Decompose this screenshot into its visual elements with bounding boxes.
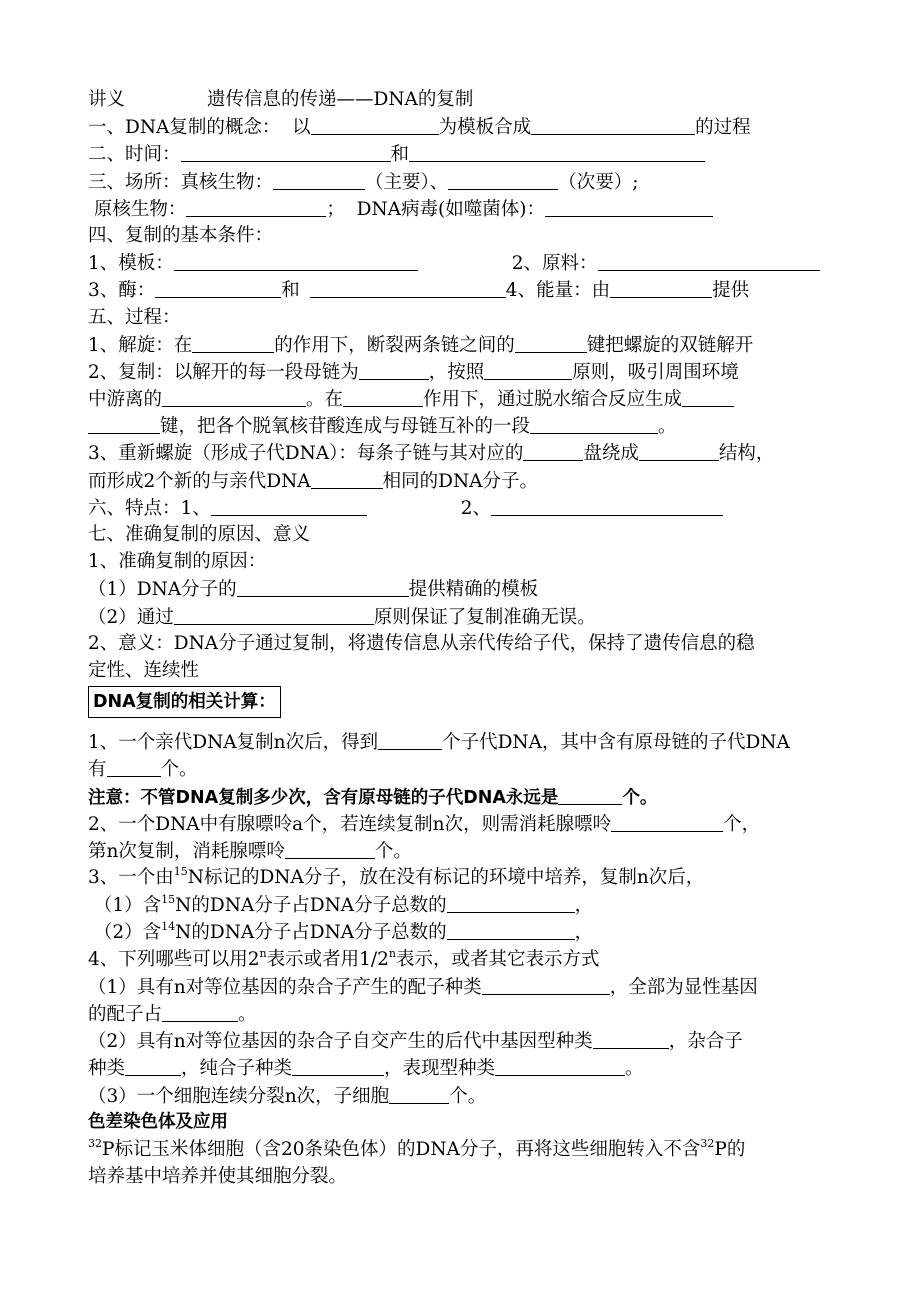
text: 为模板合成: [438, 117, 532, 139]
blank[interactable]: [491, 494, 723, 516]
blank[interactable]: [211, 494, 367, 516]
text: （1）具有n对等位基因的杂合子产生的配子种类: [88, 976, 482, 998]
blank[interactable]: [311, 113, 439, 135]
text: 1、一个亲代DNA复制n次后，得到: [88, 732, 379, 754]
text: ； DNA病毒(如噬菌体)：: [326, 198, 545, 220]
calc-heading-row: [88, 686, 848, 722]
text: 作用下，通过脱水缩合反应生成: [423, 389, 683, 411]
calc-q2: [88, 810, 848, 837]
s1-line: [88, 113, 848, 140]
s5-p2-cont: [88, 385, 848, 412]
text: 个。: [449, 1085, 487, 1107]
s7-meaning-cont: 定性、连续性: [88, 659, 200, 681]
text: 2、复制：以解开的每一段母链为: [88, 361, 359, 383]
calc-q1-cont: [88, 755, 848, 782]
blank[interactable]: [495, 1054, 625, 1076]
calc-q4-3: [88, 1082, 848, 1109]
blank[interactable]: [482, 973, 610, 995]
blank[interactable]: [162, 1000, 238, 1022]
text: 1、模板：: [88, 253, 174, 275]
s7-title: 七、准确复制的原因、意义: [88, 524, 311, 545]
text: 个子代DNA，其中含有原母链的子代DNA: [442, 732, 790, 754]
blank[interactable]: [484, 358, 572, 380]
text: 三、场所：真核生物：: [88, 171, 274, 193]
blank[interactable]: [593, 1027, 669, 1049]
text: ，按照: [428, 361, 485, 383]
s5-p2-cont2: [88, 412, 848, 439]
text: 个。: [160, 759, 198, 781]
text: 键，把各个脱氧核苷酸连成与母链互补的一段: [160, 416, 531, 438]
text: 。: [658, 416, 677, 438]
s4-title: 四、复制的基本条件：: [88, 224, 274, 246]
worksheet: [88, 86, 848, 1190]
page-title: 遗传信息的传递——DNA的复制: [207, 89, 474, 110]
blank[interactable]: [162, 385, 306, 407]
calc-q4: [88, 946, 848, 973]
s5-title: 五、过程：: [88, 306, 181, 328]
calc-q4-1-cont: [88, 1000, 848, 1027]
s6-line: [88, 494, 848, 521]
blank[interactable]: [531, 113, 695, 135]
blank[interactable]: [523, 439, 583, 461]
superscript: 15: [173, 865, 188, 879]
calc-q1: [88, 728, 848, 755]
calc-q4-2-cont: [88, 1054, 848, 1081]
text: （主要）、: [365, 171, 449, 193]
text: ，: [574, 922, 594, 944]
text: 2、: [460, 497, 492, 519]
s4-line2: [88, 276, 848, 303]
text: 的作用下，断裂两条链之间的: [274, 334, 515, 356]
text: 个。: [622, 787, 658, 808]
text: （2）通过: [88, 606, 174, 628]
text: 。: [625, 1058, 644, 1080]
blank[interactable]: [515, 331, 587, 353]
superscript: 32: [700, 1136, 715, 1150]
text: 二、时间：: [88, 144, 181, 166]
blank[interactable]: [88, 412, 160, 434]
blank[interactable]: [285, 837, 375, 859]
text: （3）一个细胞连续分裂n次，子细胞: [88, 1085, 390, 1107]
text: 中游离的: [88, 389, 163, 411]
text: 的过程: [695, 117, 751, 139]
text: （2）含: [93, 922, 162, 944]
blank[interactable]: [174, 603, 374, 625]
text: ，全部为显性基因: [609, 976, 758, 998]
text: （1）DNA分子的: [88, 579, 237, 601]
blank[interactable]: [155, 276, 281, 298]
last-text: [88, 1136, 848, 1163]
text: 个，: [723, 813, 761, 835]
s5-p2: [88, 358, 848, 385]
text: 3、一个由: [88, 867, 174, 889]
blank[interactable]: [273, 168, 365, 190]
blank[interactable]: [610, 276, 712, 298]
text: （2）具有n对等位基因的杂合子自交产生的后代中基因型种类: [88, 1031, 593, 1053]
blank[interactable]: [186, 195, 326, 217]
text: 原核生物：: [88, 198, 187, 220]
text: N标记的DNA分子，放在没有标记的环境中培养，复制n次后，: [187, 867, 705, 889]
text: 原则保证了复制准确无误。: [373, 606, 596, 628]
text: 2、一个DNA中有腺嘌呤a个，若连续复制n次，则需消耗腺嘌呤: [88, 813, 612, 835]
blank[interactable]: [174, 249, 418, 271]
blank[interactable]: [611, 810, 723, 832]
blank[interactable]: [125, 1054, 181, 1076]
text: 3、重新螺旋（形成子代DNA）：每条子链与其对应的: [88, 443, 524, 465]
text: ，表现型种类: [384, 1058, 496, 1080]
text: 一、DNA复制的概念： 以: [88, 117, 311, 139]
superscript: n: [388, 946, 397, 960]
blank[interactable]: [107, 755, 161, 777]
text: 键把螺旋的双链解开: [586, 334, 754, 356]
text: 原则，吸引周围环境: [572, 361, 739, 383]
blank[interactable]: [558, 783, 622, 805]
text: N的DNA分子占DNA分子总数的: [175, 922, 447, 944]
text: （次要）;: [558, 171, 639, 193]
text: 和: [281, 280, 300, 302]
text: 六、特点：1、: [88, 497, 211, 519]
text: 2、原料：: [511, 253, 598, 275]
blank[interactable]: [447, 918, 575, 940]
blank[interactable]: [545, 195, 713, 217]
s5-p3-cont: [88, 467, 848, 494]
s3-line: [88, 168, 848, 195]
last-text-cont: 培养基中培养并使其细胞分裂。: [88, 1166, 348, 1188]
section-heading: 色差染色体及应用: [88, 1111, 228, 1132]
text: 而形成2个新的与亲代DNA: [88, 470, 311, 492]
blank[interactable]: [181, 140, 391, 162]
blank[interactable]: [292, 1054, 384, 1076]
header-label: 讲义: [88, 89, 126, 110]
s7-meaning: 2、意义：DNA分子通过复制，将遗传信息从亲代传给子代，保持了遗传信息的稳: [88, 632, 755, 654]
superscript: 14: [161, 920, 176, 934]
text: 的配子占: [88, 1004, 163, 1025]
text: 有: [88, 759, 107, 781]
text: 4、下列哪些可以用2: [88, 948, 260, 970]
blank[interactable]: [682, 385, 734, 407]
text: 种类: [88, 1058, 126, 1080]
s7-r2: [88, 603, 848, 630]
header-line: [88, 86, 848, 113]
blank[interactable]: [448, 168, 558, 190]
text: 提供精确的模板: [408, 579, 539, 601]
text: 表示或者用1/2: [266, 948, 389, 970]
calc-note: [88, 783, 848, 810]
text: ，: [574, 895, 594, 917]
text: 第n次复制，消耗腺嘌呤: [88, 840, 285, 862]
blank[interactable]: [192, 331, 274, 353]
text: 。: [238, 1004, 257, 1025]
blank[interactable]: [639, 439, 719, 461]
text: 表示，或者其它表示方式: [396, 948, 600, 970]
s2-line: [88, 140, 848, 167]
s7-reason: 1、准确复制的原因：: [88, 551, 267, 573]
text: P的: [714, 1138, 746, 1160]
superscript: 15: [161, 893, 176, 907]
s3b-line: [88, 195, 848, 222]
text: 盘绕成: [583, 443, 639, 465]
blank[interactable]: [343, 385, 423, 407]
blank[interactable]: [311, 467, 383, 489]
calc-q4-1: [88, 973, 848, 1000]
text: ，杂合子: [668, 1031, 743, 1053]
calc-q2-cont: [88, 837, 848, 864]
blank[interactable]: [359, 358, 429, 380]
superscript: n: [259, 946, 267, 960]
blank[interactable]: [447, 891, 575, 913]
superscript: 32: [88, 1136, 102, 1150]
text: 个。: [374, 840, 412, 862]
text: 提供: [712, 280, 750, 302]
text: 4、能量：由: [505, 280, 611, 302]
text: 3、酶：: [88, 280, 156, 302]
calc-q4-2: [88, 1027, 848, 1054]
calc-heading-box: DNA复制的相关计算：: [88, 686, 281, 718]
blank[interactable]: [598, 249, 820, 271]
blank[interactable]: [310, 276, 506, 298]
blank[interactable]: [237, 575, 409, 597]
calc-q3-2: [88, 918, 848, 945]
s5-p3: [88, 439, 848, 466]
calc-q3-1: [88, 891, 848, 918]
blank[interactable]: [530, 412, 658, 434]
text: 和: [390, 144, 410, 166]
calc-q3: [88, 864, 848, 891]
text: 。在: [306, 389, 344, 411]
text: P标记玉米体细胞（含20条染色体）的DNA分子，再将这些细胞转入不含: [102, 1138, 701, 1160]
s4-line1: [88, 249, 848, 276]
blank[interactable]: [389, 1082, 449, 1104]
s5-p1: [88, 331, 848, 358]
text: 相同的DNA分子。: [382, 470, 539, 492]
s7-r1: [88, 575, 848, 602]
text: ，纯合子种类: [181, 1058, 293, 1080]
blank[interactable]: [409, 140, 705, 162]
blank[interactable]: [378, 728, 442, 750]
text: 注意：不管DNA复制多少次，含有原母链的子代DNA永远是: [88, 787, 559, 808]
text: 1、解旋：在: [88, 334, 193, 356]
text: 结构，: [718, 443, 775, 465]
text: （1）含: [93, 895, 162, 917]
text: N的DNA分子占DNA分子总数的: [175, 895, 447, 917]
